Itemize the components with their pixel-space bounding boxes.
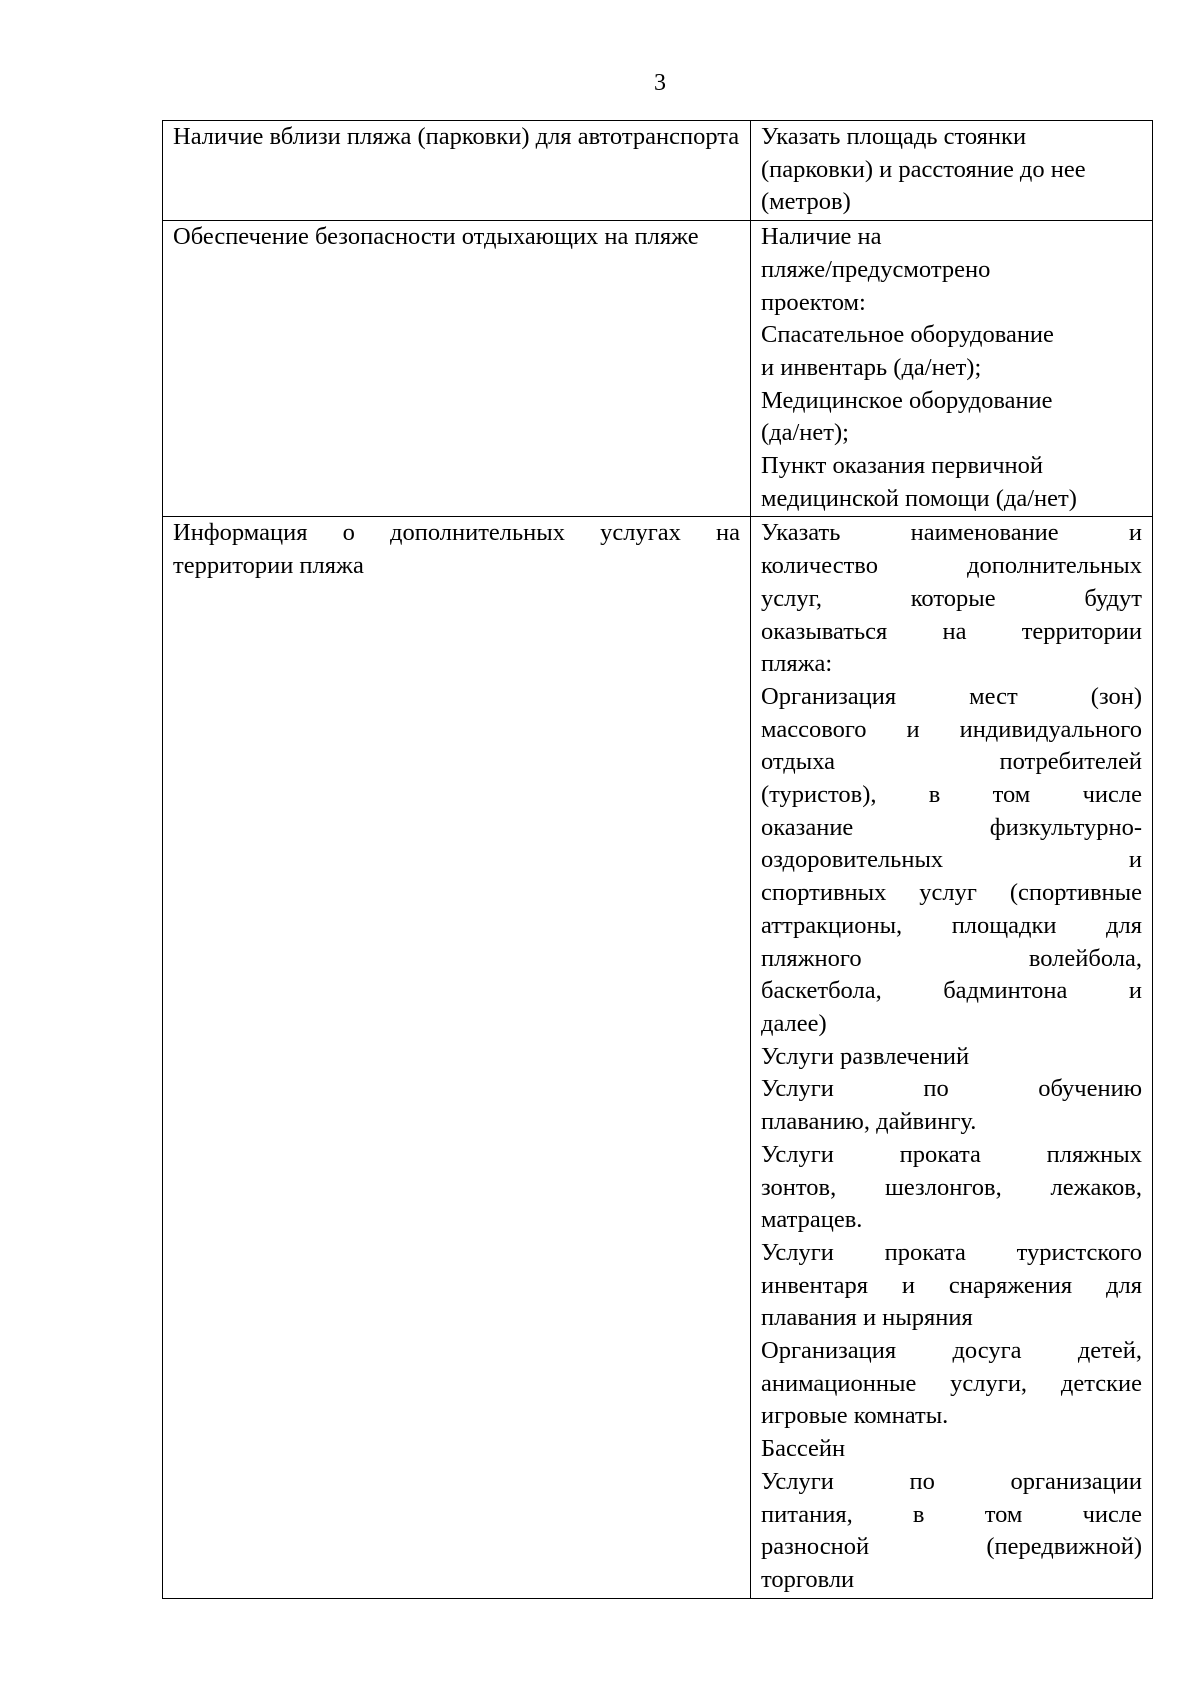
requirement-line: проектом: (761, 288, 866, 316)
requirement-line: медицинской помощи (да/нет) (761, 484, 1077, 512)
row-parameter-cell (163, 121, 751, 221)
requirement-line: Услуги развлечений (761, 1042, 970, 1070)
row-parameter-text: Наличие вблизи пляжа (парковки) для автотранспорта (173, 123, 740, 150)
requirement-line: зонтов, шезлонгов, лежаков, (761, 1173, 1142, 1201)
requirement-line: (туристов), в том числе (761, 781, 1142, 809)
document-table (162, 120, 1153, 1599)
requirement-line: оказание физкультурно- (761, 813, 1142, 841)
requirement-line: пляжного волейбола, (761, 944, 1142, 972)
row-parameter-cell (163, 517, 751, 1598)
requirement-line: баскетбола, бадминтона и (761, 977, 1142, 1005)
requirement-line: (да/нет); (761, 419, 849, 447)
requirement-line: массового и индивидуального (761, 715, 1142, 743)
requirement-line: плавания и ныряния (761, 1304, 973, 1332)
requirement-line: игровые комнаты. (761, 1402, 949, 1430)
requirement-line: (парковки) и расстояние до нее (761, 155, 1086, 183)
requirement-line: Организация мест (зон) (761, 682, 1142, 710)
requirement-line: аттракционы, площадки для (761, 911, 1142, 939)
page-number: 3 (654, 70, 666, 96)
requirement-line: отдыха потребителей (761, 748, 1142, 776)
table-row (163, 517, 1153, 1598)
requirement-line: Наличие на (761, 223, 882, 251)
requirement-line: торговли (761, 1565, 855, 1593)
requirement-line: Указать наименование и (761, 519, 1142, 547)
requirement-line: Организация досуга детей, (761, 1337, 1142, 1365)
requirement-line: спортивных услуг (спортивные (761, 879, 1142, 907)
requirement-line: Услуги по организации (761, 1467, 1142, 1495)
requirement-line: услуг, которые будут (761, 584, 1142, 612)
requirement-line: оказываться на территории (761, 617, 1142, 645)
row-parameter-cell (163, 221, 751, 517)
requirement-line: и инвентарь (да/нет); (761, 353, 982, 381)
requirement-line: питания, в том числе (761, 1500, 1142, 1528)
requirement-line: пляже/предусмотрено (761, 255, 991, 283)
table-row (163, 221, 1153, 517)
row-requirement-cell (751, 121, 1153, 221)
row-requirement-cell (751, 221, 1153, 517)
requirement-line: матрацев. (761, 1206, 863, 1234)
requirement-line: пляжа: (761, 650, 833, 678)
requirement-line: Бассейн (761, 1435, 846, 1463)
table-row (163, 121, 1153, 221)
requirement-line: Услуги проката туристского (761, 1238, 1142, 1266)
requirement-line: анимационные услуги, детские (761, 1369, 1142, 1397)
requirement-line: Услуги проката пляжных (761, 1140, 1142, 1168)
requirement-line: Спасательное оборудование (761, 321, 1054, 349)
requirement-line: плаванию, дайвингу. (761, 1108, 977, 1136)
requirement-line: Пункт оказания первичной (761, 452, 1044, 480)
requirement-line: далее) (761, 1009, 827, 1037)
row-requirement-cell (751, 517, 1153, 1598)
requirement-line: оздоровительных и (761, 846, 1142, 874)
requirement-line: Услуги по обучению (761, 1075, 1142, 1103)
requirement-line: инвентаря и снаряжения для (761, 1271, 1142, 1299)
requirement-line: Указать площадь стоянки (761, 123, 1027, 150)
requirement-line: разносной (передвижной) (761, 1533, 1142, 1561)
requirement-line: (метров) (761, 188, 851, 216)
table-body (163, 121, 1153, 1599)
row-parameter-text: Информация о дополнительных услугах на территории пляжа (173, 519, 740, 580)
requirement-line: Медицинское оборудование (761, 386, 1053, 414)
row-parameter-text: Обеспечение безопасности отдыхающих на пляже (173, 223, 699, 251)
requirement-line: количество дополнительных (761, 552, 1142, 580)
